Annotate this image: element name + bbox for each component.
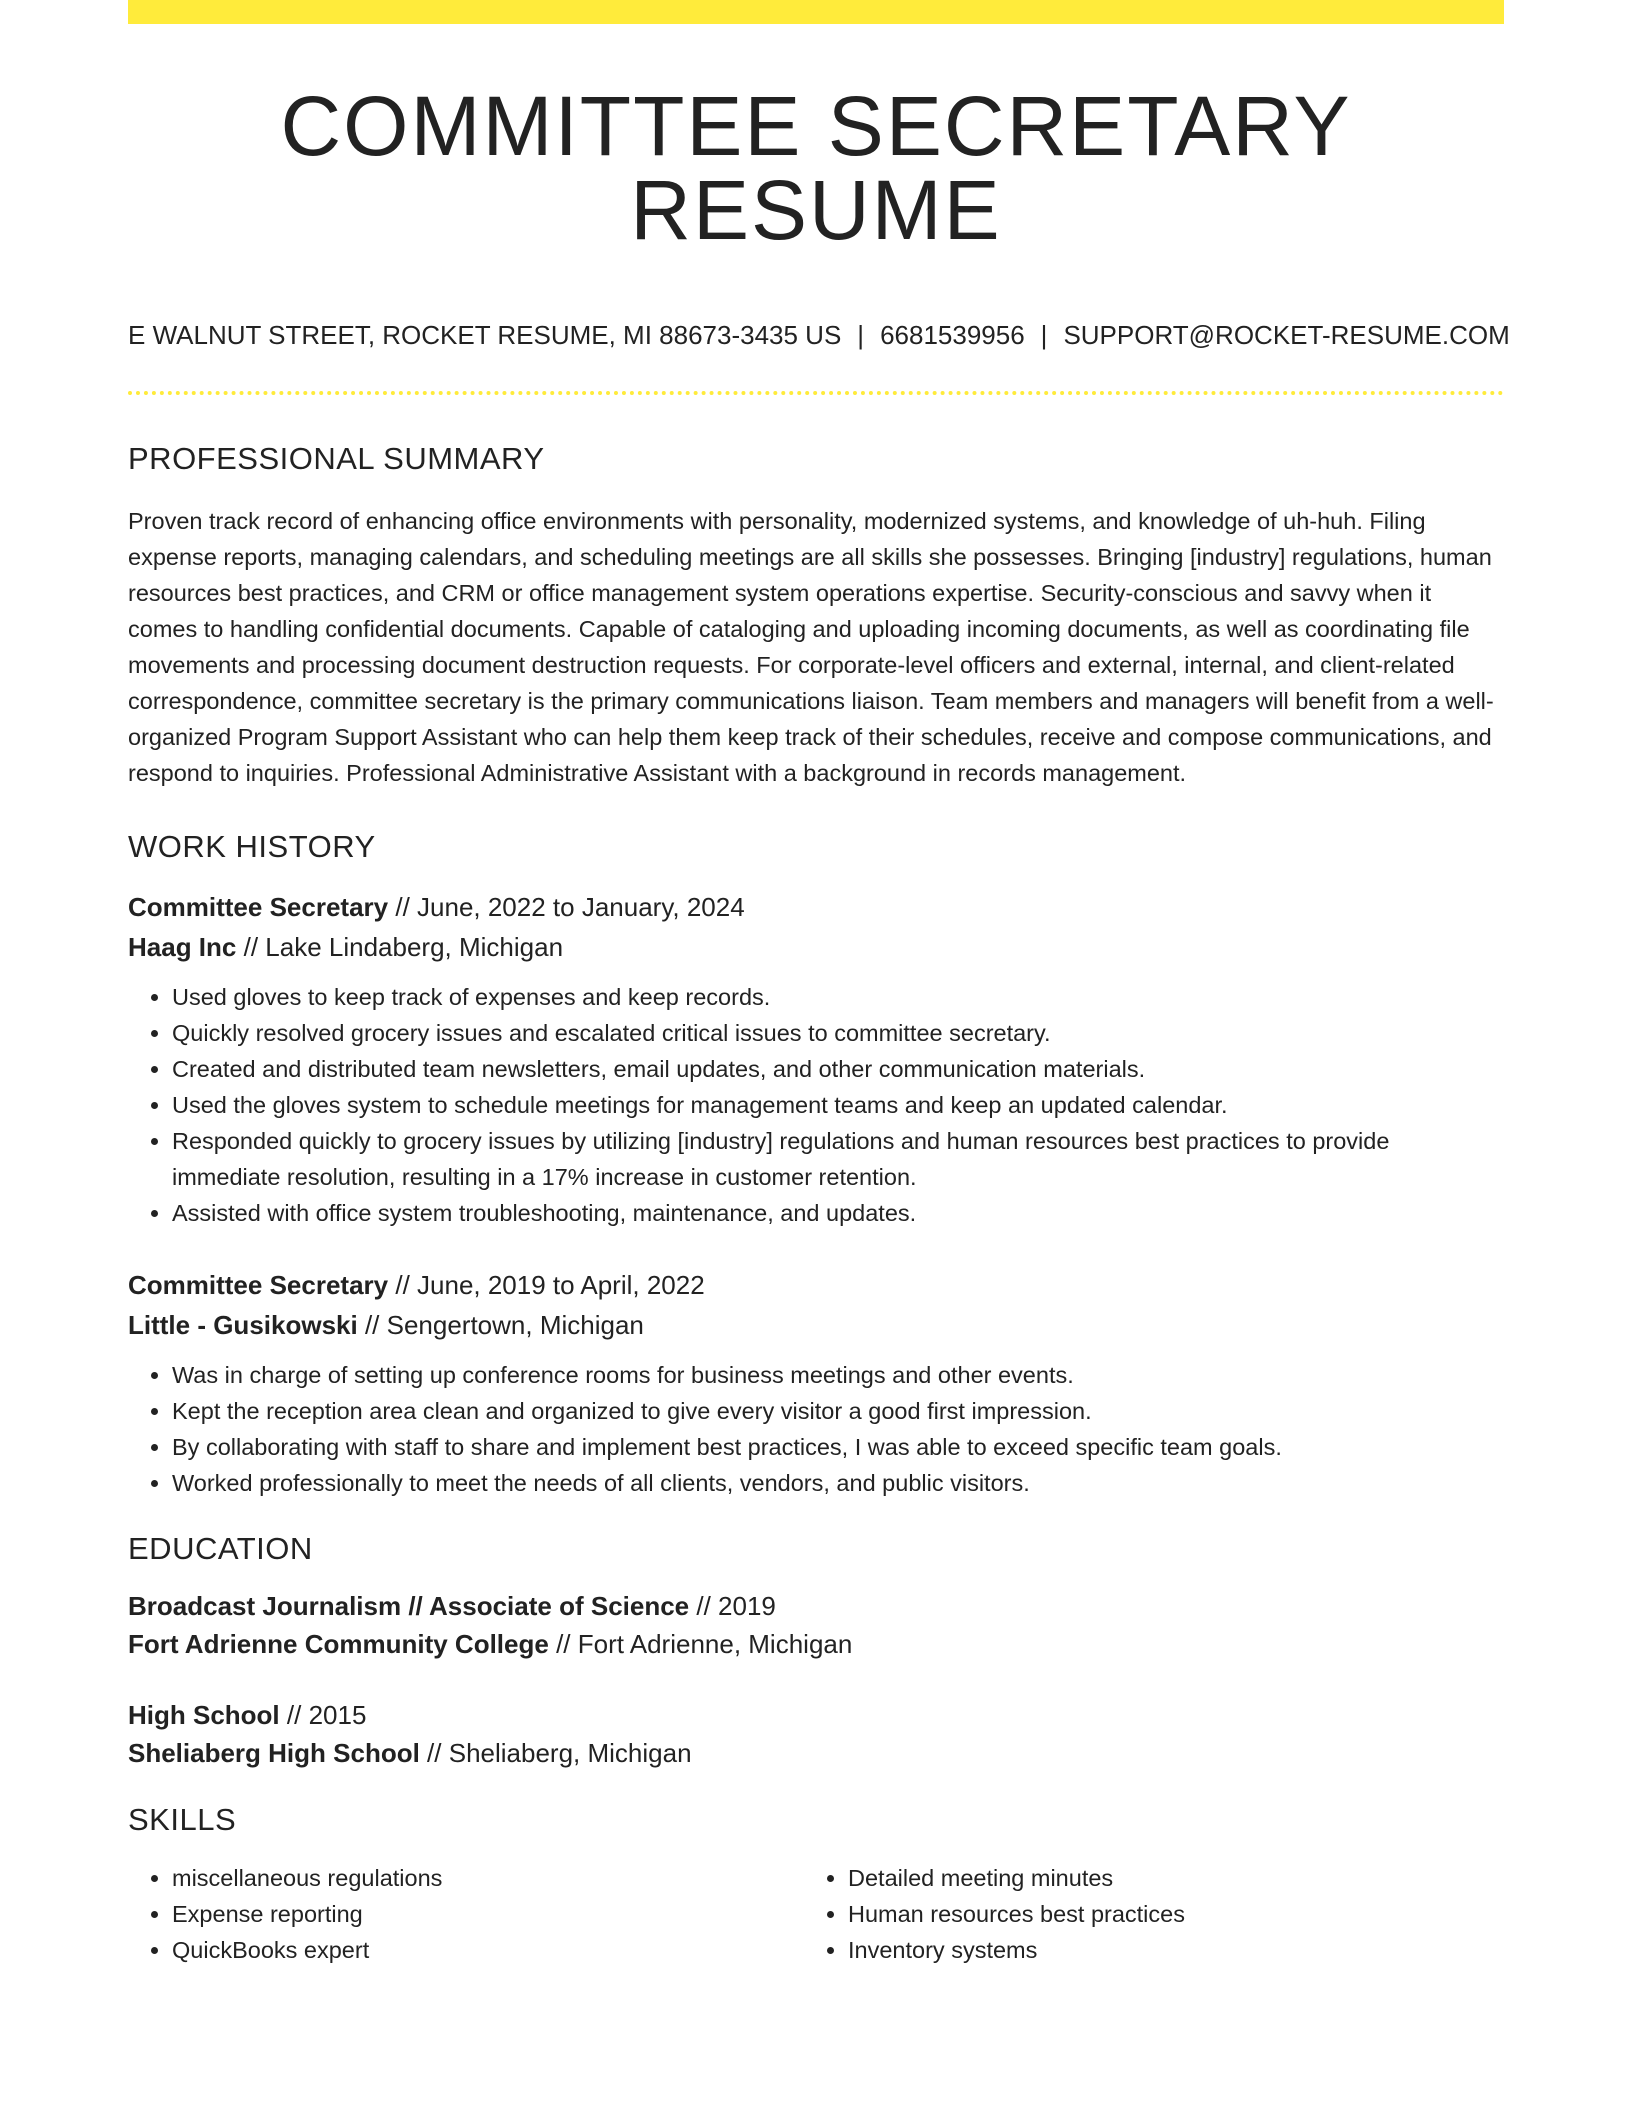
job-company: Haag Inc [128, 932, 237, 962]
job-company-line [128, 927, 1504, 967]
education-degree: Broadcast Journalism // Associate of Science [128, 1591, 690, 1621]
list-item: • Created and distributed team newsletters, email updates, and other communication materials. [172, 1051, 1504, 1087]
job-company-line [128, 1305, 1504, 1345]
job-title: Committee Secretary [128, 1270, 389, 1300]
job-title-line [128, 1265, 1504, 1305]
job-entry [128, 1265, 1504, 1501]
education-location: // Fort Adrienne, Michigan [548, 1629, 853, 1659]
skill-item: • Inventory systems [848, 1932, 1480, 1968]
education-year: // 2019 [689, 1591, 776, 1621]
job-bullets [128, 979, 1504, 1231]
job-title: Committee Secretary [128, 892, 389, 922]
job-title-line [128, 887, 1504, 927]
contact-separator: | [1040, 320, 1048, 350]
list-item: • Assisted with office system troubleshooting, maintenance, and updates. [172, 1195, 1504, 1231]
skills-column-left [128, 1860, 804, 1968]
contact-phone: 6681539956 [880, 320, 1025, 350]
job-location: // Lake Lindaberg, Michigan [236, 932, 564, 962]
education-location: // Sheliaberg, Michigan [419, 1738, 692, 1768]
list-item: • Worked professionally to meet the needs of all clients, vendors, and public visitors. [172, 1465, 1504, 1501]
summary-text: Proven track record of enhancing office environments with personality, modernized systems, and knowledge of uh-huh. Filing expense reports, managing calendars, and scheduling meetings are all skills she possesses. Bringing [industry] regulations, human resources best practices, and CRM or office management system operations expertise. Security-conscious and savvy when it comes to handling confidential documents. Capable of cataloging and uploading incoming documents, as well as coordinating file movements and processing document destruction requests. For corporate-level officers and external, internal, and client-related correspondence, committee secretary is the primary communications liaison. Team members and managers will benefit from a well-organized Program Support Assistant who can help them keep track of their schedules, receive and compose communications, and respond to inquiries. Professional Administrative Assistant with a background in records management. [128, 508, 1494, 786]
list-item: • Used gloves to keep track of expenses and keep records. [172, 979, 1504, 1015]
education-degree: High School [128, 1700, 280, 1730]
contact-line [128, 320, 1510, 351]
education-degree-line [128, 1696, 1504, 1734]
education-entry [128, 1696, 1504, 1772]
skills-heading: SKILLS [128, 1802, 237, 1837]
contact-separator: | [857, 320, 865, 350]
skill-item: • miscellaneous regulations [172, 1860, 804, 1896]
education-school: Fort Adrienne Community College [128, 1629, 549, 1659]
skill-item: • Expense reporting [172, 1896, 804, 1932]
summary-heading: PROFESSIONAL SUMMARY [128, 441, 545, 476]
job-bullets [128, 1357, 1504, 1501]
job-location: // Sengertown, Michigan [357, 1310, 644, 1340]
work-history-heading: WORK HISTORY [128, 829, 376, 864]
list-item: • Used the gloves system to schedule meetings for management teams and keep an updated calendar. [172, 1087, 1504, 1123]
list-item: • By collaborating with staff to share and implement best practices, I was able to exceed specific team goals. [172, 1429, 1504, 1465]
skills-list [128, 1860, 1504, 1968]
skill-item: • QuickBooks expert [172, 1932, 804, 1968]
education-school: Sheliaberg High School [128, 1738, 420, 1768]
education-degree-line [128, 1587, 1504, 1625]
list-item: • Kept the reception area clean and organized to give every visitor a good first impression. [172, 1393, 1504, 1429]
education-school-line [128, 1734, 1504, 1772]
education-school-line [128, 1625, 1504, 1663]
resume-page [128, 0, 1510, 1968]
list-item: • Responded quickly to grocery issues by utilizing [industry] regulations and human resources best practices to provide immediate resolution, resulting in a 17% increase in customer retention. [172, 1123, 1504, 1195]
list-item: • Quickly resolved grocery issues and escalated critical issues to committee secretary. [172, 1015, 1504, 1051]
job-company: Little - Gusikowski [128, 1310, 358, 1340]
skill-item: • Detailed meeting minutes [848, 1860, 1480, 1896]
education-heading: EDUCATION [128, 1531, 313, 1566]
job-dates: // June, 2019 to April, 2022 [388, 1270, 705, 1300]
contact-email[interactable]: SUPPORT@ROCKET-RESUME.COM [1063, 320, 1510, 350]
list-item: • Was in charge of setting up conference rooms for business meetings and other events. [172, 1357, 1504, 1393]
accent-bar [128, 0, 1504, 24]
education-year: // 2015 [279, 1700, 367, 1730]
job-dates: // June, 2022 to January, 2024 [388, 892, 745, 922]
resume-title: COMMITTEE SECRETARY RESUME [280, 79, 1352, 257]
skill-item: • Human resources best practices [848, 1896, 1480, 1932]
education-entry [128, 1587, 1504, 1663]
job-entry [128, 887, 1504, 1231]
skills-column-right [804, 1860, 1480, 1968]
header-divider [128, 391, 1504, 395]
contact-address: E WALNUT STREET, ROCKET RESUME, MI 88673-3435 US [128, 320, 842, 350]
